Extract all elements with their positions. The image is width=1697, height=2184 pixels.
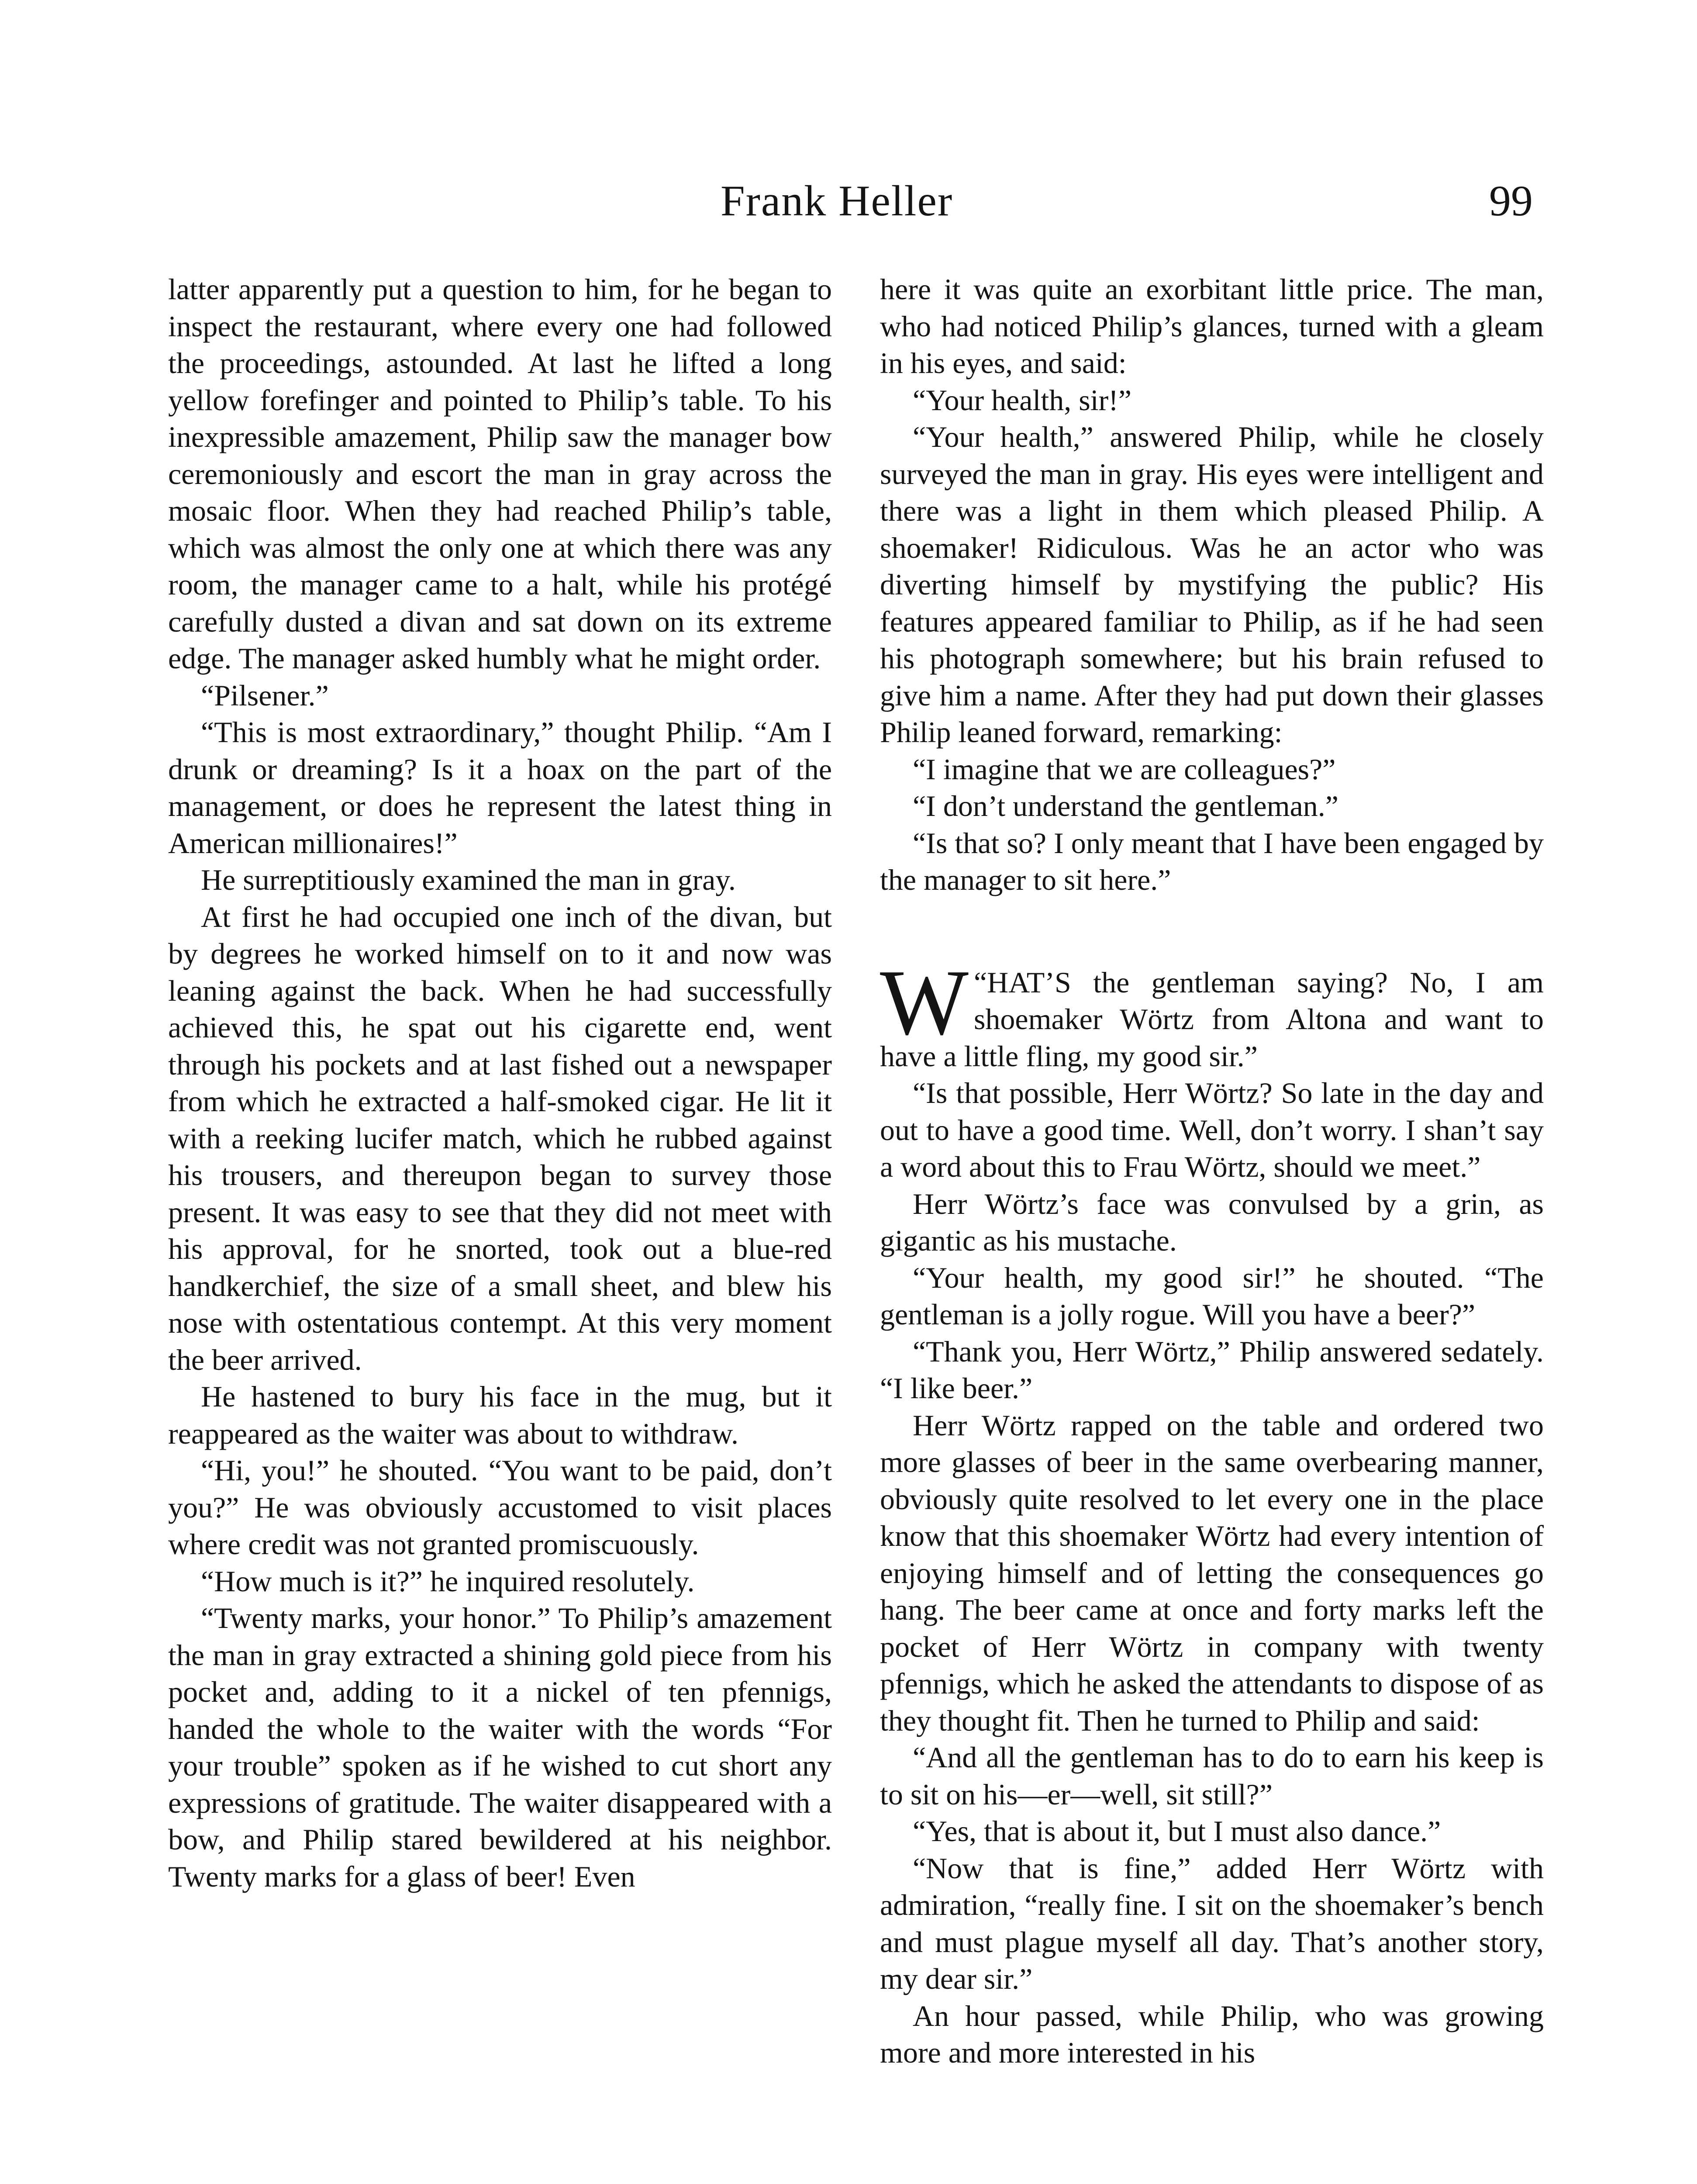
paragraph: “Twenty marks, your honor.” To Philip’s amazement the man in gray extracted a shining gold piece from his pocket and, adding to it a nickel of ten pfennigs, handed the whole to the waiter with the words “For your trouble” spoken as if he wished to cut short any expressions of gratitude. The waiter disappeared with a bow, and Philip stared bewildered at his neighbor. Twenty marks for a glass of beer! Even	[168, 1601, 832, 1893]
paragraph: “Your health, sir!”	[913, 383, 1132, 417]
running-head-author: Frank Heller	[721, 176, 953, 225]
paragraph: “Hi, you!” he shouted. “You want to be paid, don’t you?” He was obviously accustomed to visit places where credit was not granted promiscuously.	[168, 1454, 832, 1561]
paragraph: “Is that so? I only meant that I have been engaged by the manager to sit here.”	[880, 826, 1544, 896]
paragraph: “Your health, my good sir!” he shouted. “The gentleman is a jolly rogue. Will you have a beer?”	[880, 1261, 1544, 1331]
right-column	[880, 271, 1544, 2071]
paragraph: “Your health,” answered Philip, while he closely surveyed the man in gray. His eyes were intelligent and there was a light in them which pleased Philip. A shoemaker! Ridiculous. Was he an actor who was diverting himself by mystifying the public? His features appeared familiar to Philip, as if he had seen his photograph somewhere; but his brain refused to give him a name. After they had put down their glasses Philip leaned forward, remarking:	[880, 420, 1544, 749]
paragraph: At first he had occupied one inch of the divan, but by degrees he worked himself on to it and now was leaning against the back. When he had successfully achieved this, he spat out his cigarette end, went through his pockets and at last fished out a newspaper from which he extracted a half-smoked cigar. He lit it with a reeking lucifer match, which he rubbed against his trousers, and thereupon began to survey those present. It was easy to see that they did not meet with his approval, for he snorted, took out a blue-red handkerchief, the size of a small sheet, and blew his nose with ostentatious contempt. At this very moment the beer arrived.	[168, 900, 832, 1376]
paragraph: Herr Wörtz’s face was convulsed by a grin, as gigantic as his mustache.	[880, 1187, 1544, 1257]
paragraph: “And all the gentleman has to do to earn his keep is to sit on his—er—well, sit still?”	[880, 1741, 1544, 1811]
paragraph: “Now that is fine,” added Herr Wörtz with admiration, “really fine. I sit on the shoemaker’s bench and must plague myself all day. That’s another story, my dear sir.”	[880, 1851, 1544, 1995]
running-head	[0, 173, 1697, 229]
paragraph: “I imagine that we are colleagues?”	[913, 752, 1336, 786]
paragraph: “Is that possible, Herr Wörtz? So late in the day and out to have a good time. Well, don’t worry. I shan’t say a word about this to Frau Wörtz, should we meet.”	[880, 1076, 1544, 1183]
paragraph: “Thank you, Herr Wörtz,” Philip answered sedately. “I like beer.”	[880, 1334, 1544, 1405]
page-number: 99	[1489, 176, 1533, 225]
paragraph: “Yes, that is about it, but I must also dance.”	[913, 1814, 1441, 1848]
paragraph: “Pilsener.”	[201, 678, 329, 712]
paragraph: An hour passed, while Philip, who was growing more and more interested in his	[880, 1999, 1544, 2069]
paragraph: “I don’t understand the gentleman.”	[913, 789, 1338, 822]
left-column	[168, 271, 832, 1895]
paragraph: here it was quite an exorbitant little price. The man, who had noticed Philip’s glances, turned with a gleam in his eyes, and said:	[880, 273, 1544, 380]
drop-quote: “	[973, 965, 987, 999]
drop-cap-continuation: HAT’S the gentleman saying? No, I am shoemaker Wörtz from Altona and want to have a little fling, my good sir.”	[880, 965, 1544, 1073]
paragraph: Herr Wörtz rapped on the table and ordered two more glasses of beer in the same overbearing manner, obviously quite resolved to let every one in the place know that this shoemaker Wörtz had every intention of enjoying himself and of letting the consequences go hang. The beer came at once and forty marks left the pocket of Herr Wörtz in company with twenty pfennigs, which he asked the attendants to dispose of as they thought fit. Then he turned to Philip and said:	[880, 1408, 1544, 1737]
paragraph: latter apparently put a question to him, for he began to inspect the restaurant, where every one had followed the proceedings, astounded. At last he lifted a long yellow forefinger and pointed to Philip’s table. To his inexpressible amazement, Philip saw the manager bow ceremoniously and escort the man in gray across the mosaic floor. When they had reached Philip’s table, which was almost the only one at which there was any room, the manager came to a halt, while his protégé carefully dusted a divan and sat down on its extreme edge. The manager asked humbly what he might order.	[168, 273, 832, 675]
section-opening-paragraph	[880, 950, 1544, 1075]
paragraph: “How much is it?” he inquired resolutely.	[201, 1564, 695, 1598]
paragraph: He surreptitiously examined the man in gray.	[201, 863, 736, 896]
paragraph: “This is most extraordinary,” thought Philip. “Am I drunk or dreaming? Is it a hoax on the part of the management, or does he represent the latest thing in American millionaires!”	[168, 715, 832, 860]
drop-cap: W	[880, 950, 969, 1054]
paragraph: He hastened to bury his face in the mug, but it reappeared as the waiter was about to withdraw.	[168, 1380, 832, 1450]
